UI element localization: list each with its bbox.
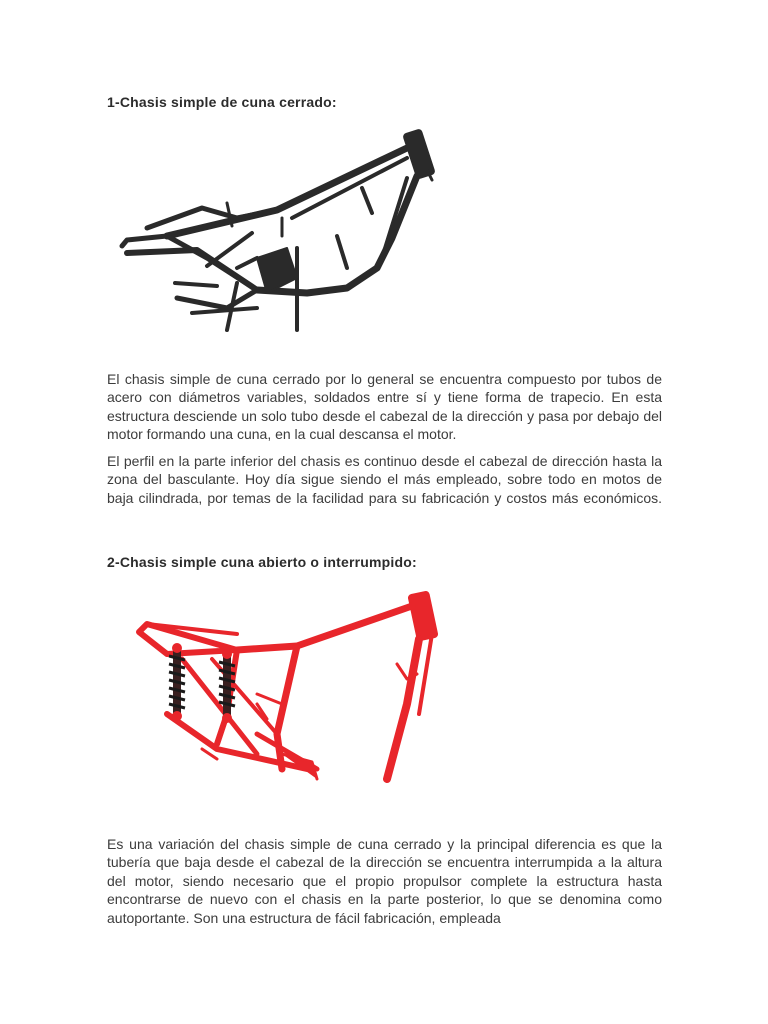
red-chassis-illustration (107, 584, 487, 826)
black-chassis-image (107, 118, 452, 340)
black-chassis-illustration (107, 118, 452, 340)
section-1-paragraph-1: El chasis simple de cuna cerrado por lo general se encuentra compuesto por tubos de acero con diámetros variables, soldados entre sí y tiene forma de trapecio. En esta estructura desciende un solo tubo desde el cabezal de la dirección y pasa por debajo del motor formando una cuna, en la cual descansa el motor. (107, 371, 662, 443)
section-2-paragraph-1: Es una variación del chasis simple de cuna cerrado y la principal diferencia es que la tubería que baja desde el cabezal de la dirección se encuentra interrumpida a la altura del motor, siendo necesario que el propio propulsor complete la estructura hasta encontrarse de nuevo con el chasis en la parte posterior, lo que se denomina como autoportante. Son una estructura de fácil fabricación, empleada (107, 836, 662, 926)
red-chassis-image (107, 584, 487, 826)
section-1-heading: 1-Chasis simple de cuna cerrado: (107, 94, 337, 110)
section-2-heading: 2-Chasis simple cuna abierto o interrumpido: (107, 554, 417, 570)
section-1-paragraph-2: El perfil en la parte inferior del chasis es continuo desde el cabezal de dirección hasta la zona del basculante. Hoy día sigue siendo el más empleado, sobre todo en motos de baja cilindrada, por temas de la facilidad para su fabricación y costos más económicos. (107, 453, 662, 506)
